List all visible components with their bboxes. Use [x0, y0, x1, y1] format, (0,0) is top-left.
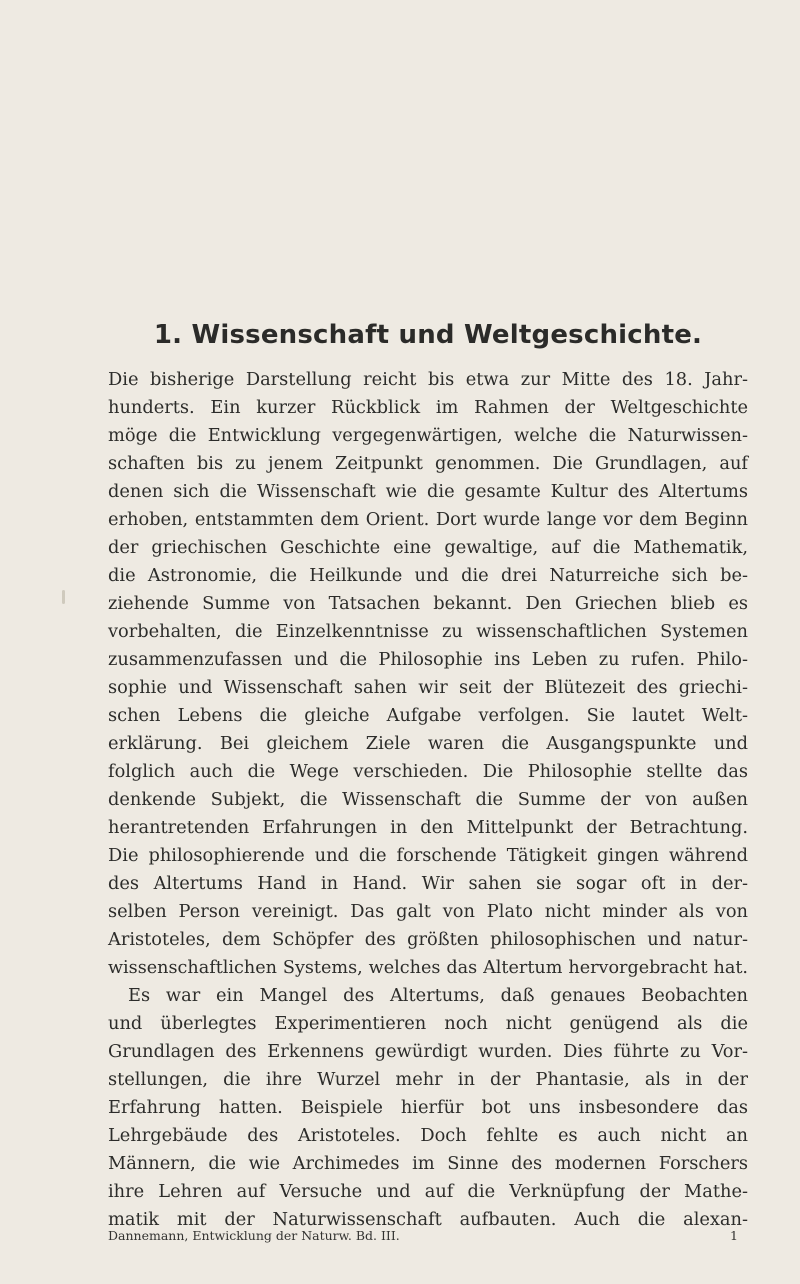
text-line: Erfahrung hatten. Beispiele hierfür bot uns insbesondere das [108, 1097, 748, 1118]
text-line: ziehende Summe von Tatsachen bekannt. Den Griechen blieb es [108, 593, 748, 614]
text-line: matik mit der Naturwissenschaft aufbauten. Auch die alexan- [108, 1209, 748, 1230]
footer-reference: Dannemann, Entwicklung der Naturw. Bd. III. [108, 1228, 400, 1243]
text-line: und überlegtes Experimentieren noch nicht genügend als die [108, 1013, 748, 1034]
text-line: Aristoteles, dem Schöpfer des größten philosophischen und natur- [108, 929, 748, 950]
paper-mark [62, 590, 65, 604]
text-line: möge die Entwicklung vergegenwärtigen, welche die Naturwissen- [108, 425, 748, 446]
text-line: stellungen, die ihre Wurzel mehr in der Phantasie, als in der [108, 1069, 748, 1090]
text-line: schaften bis zu jenem Zeitpunkt genommen. Die Grundlagen, auf [108, 453, 748, 474]
text-line: des Altertums Hand in Hand. Wir sahen sie sogar oft in der- [108, 873, 748, 894]
text-line: Die philosophierende und die forschende Tätigkeit gingen während [108, 845, 748, 866]
text-line: zusammenzufassen und die Philosophie ins Leben zu rufen. Philo- [108, 649, 748, 670]
text-line: denen sich die Wissenschaft wie die gesamte Kultur des Altertums [108, 481, 748, 502]
text-line: erklärung. Bei gleichem Ziele waren die Ausgangspunkte und [108, 733, 748, 754]
text-line: sophie und Wissenschaft sahen wir seit der Blütezeit des griechi- [108, 677, 748, 698]
text-line: Männern, die wie Archimedes im Sinne des modernen Forschers [108, 1153, 748, 1174]
text-line: hunderts. Ein kurzer Rückblick im Rahmen der Weltgeschichte [108, 397, 748, 418]
section-heading: 1. Wissenschaft und Weltgeschichte. [153, 320, 703, 350]
text-line: Die bisherige Darstellung reicht bis etwa zur Mitte des 18. Jahr- [108, 369, 748, 390]
text-line: folglich auch die Wege verschieden. Die Philosophie stellte das [108, 761, 748, 782]
page-number: 1 [730, 1228, 738, 1243]
text-line: wissenschaftlichen Systems, welches das Altertum hervorgebracht hat. [108, 958, 748, 978]
text-line: ihre Lehren auf Versuche und auf die Verknüpfung der Mathe- [108, 1181, 748, 1202]
text-line: Es war ein Mangel des Altertums, daß genaues Beobachten [128, 985, 748, 1006]
text-line: selben Person vereinigt. Das galt von Plato nicht minder als von [108, 901, 748, 922]
text-line: denkende Subjekt, die Wissenschaft die Summe der von außen [108, 789, 748, 810]
text-line: schen Lebens die gleiche Aufgabe verfolgen. Sie lautet Welt- [108, 705, 748, 726]
page-footer [108, 1224, 738, 1248]
text-line: vorbehalten, die Einzelkenntnisse zu wissenschaftlichen Systemen [108, 621, 748, 642]
text-line: die Astronomie, die Heilkunde und die drei Naturreiche sich be- [108, 565, 748, 586]
text-line: erhoben, entstammten dem Orient. Dort wurde lange vor dem Beginn [108, 509, 748, 530]
text-line: Lehrgebäude des Aristoteles. Doch fehlte es auch nicht an [108, 1125, 748, 1146]
text-line: Grundlagen des Erkennens gewürdigt wurden. Dies führte zu Vor- [108, 1041, 748, 1062]
text-line: der griechischen Geschichte eine gewaltige, auf die Mathematik, [108, 537, 748, 558]
text-line: herantretenden Erfahrungen in den Mittelpunkt der Betrachtung. [108, 817, 748, 838]
